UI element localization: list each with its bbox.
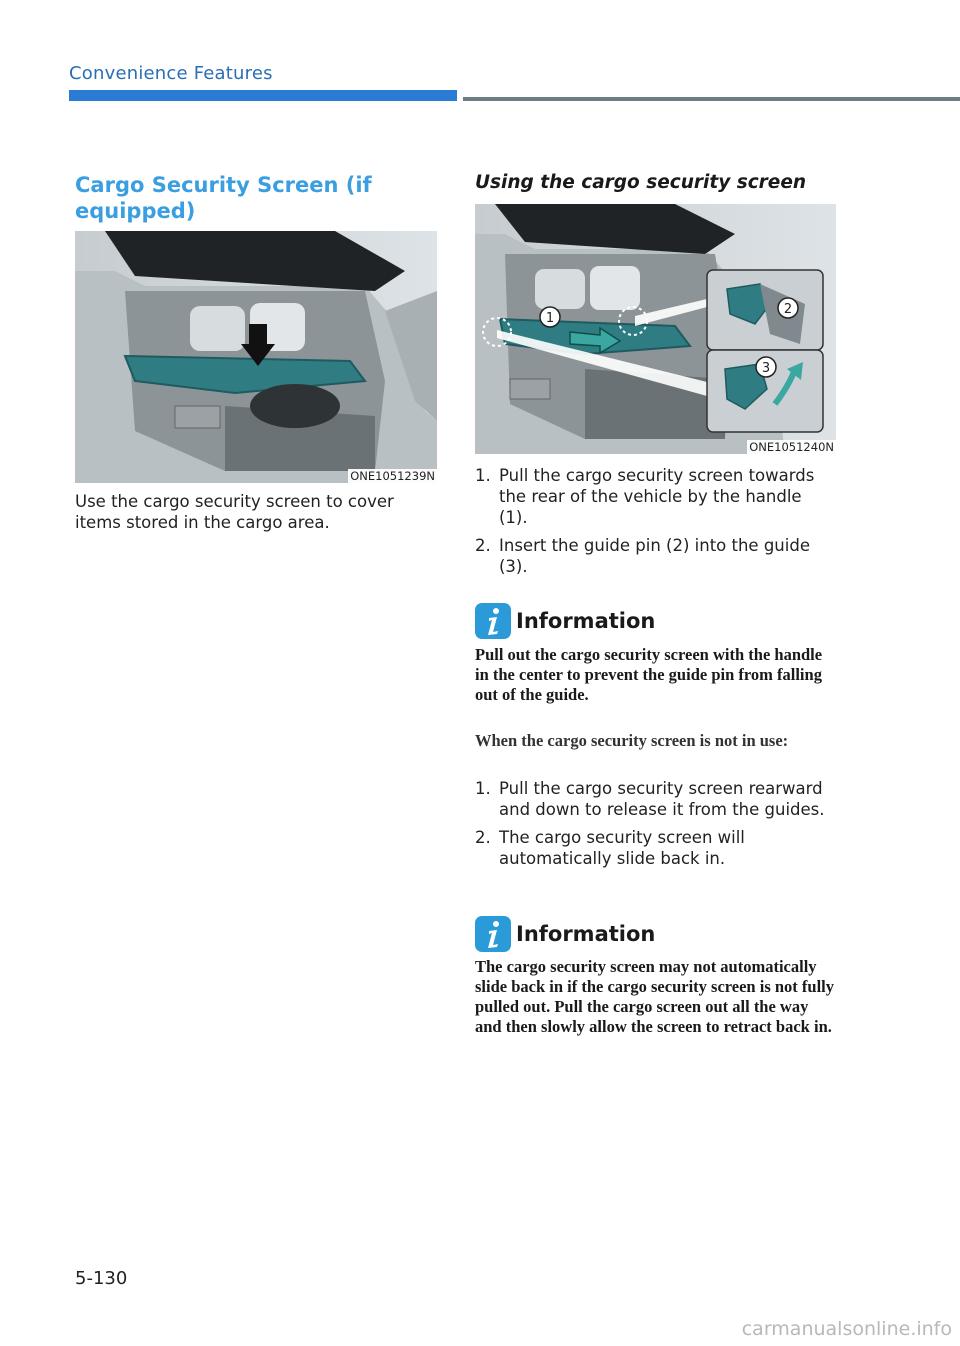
subsection-title: Using the cargo security screen [475,172,807,193]
information-text: Pull out the cargo security screen with the handle in the center to prevent the guide pin from falling out of the guide. [475,645,823,704]
cargo-screen-usage-illustration [475,204,836,454]
step-number: 2. [475,828,491,847]
usage-steps [475,465,835,584]
storage-steps [475,778,835,876]
information-label: Information [516,922,656,946]
callout-1 [540,307,560,327]
info-icon [475,916,511,952]
step-number: 2. [475,536,491,555]
list-item [475,535,835,577]
svg-text:2: 2 [783,302,793,317]
intro-text: Use the cargo security screen to cover items stored in the cargo area. [75,492,394,532]
list-item [475,778,835,820]
step-text: Insert the guide pin (2) into the guide (3). [499,536,810,576]
callout-2 [778,298,798,318]
running-header: Convenience Features [69,63,273,84]
svg-text:1: 1 [545,311,555,326]
info-icon [475,603,511,639]
information-text: The cargo security screen may not automatically slide back in if the cargo security screen is not fully pulled out. Pull the cargo screen out all the way and then slowly allow the screen to retract back in. [475,957,835,1036]
list-item [475,465,835,528]
step-text: Pull the cargo security screen towards the rear of the vehicle by the handle (1). [499,466,815,527]
step-text: Pull the cargo security screen rearward and down to release it from the guides. [499,779,825,819]
page-number: 5-130 [75,1268,128,1289]
information-heading [475,916,655,952]
step-number: 1. [475,466,491,485]
callout-3 [756,357,776,377]
figure-code: ONE1051240N [749,440,834,454]
svg-text:3: 3 [761,361,771,376]
cargo-area-illustration [75,231,437,483]
header-accent-bar [69,90,457,101]
not-in-use-heading: When the cargo security screen is not in use: [475,731,789,750]
list-item [475,827,835,869]
header-rule [463,97,960,101]
step-number: 1. [475,779,491,798]
information-label: Information [516,609,656,633]
figure-code: ONE1051239N [350,469,435,483]
step-text: The cargo security screen will automatically slide back in. [499,828,745,868]
watermark: carmanualsonline.info [741,1318,952,1340]
information-heading [475,603,655,639]
section-title: Cargo Security Screen (if equipped) [75,173,372,223]
